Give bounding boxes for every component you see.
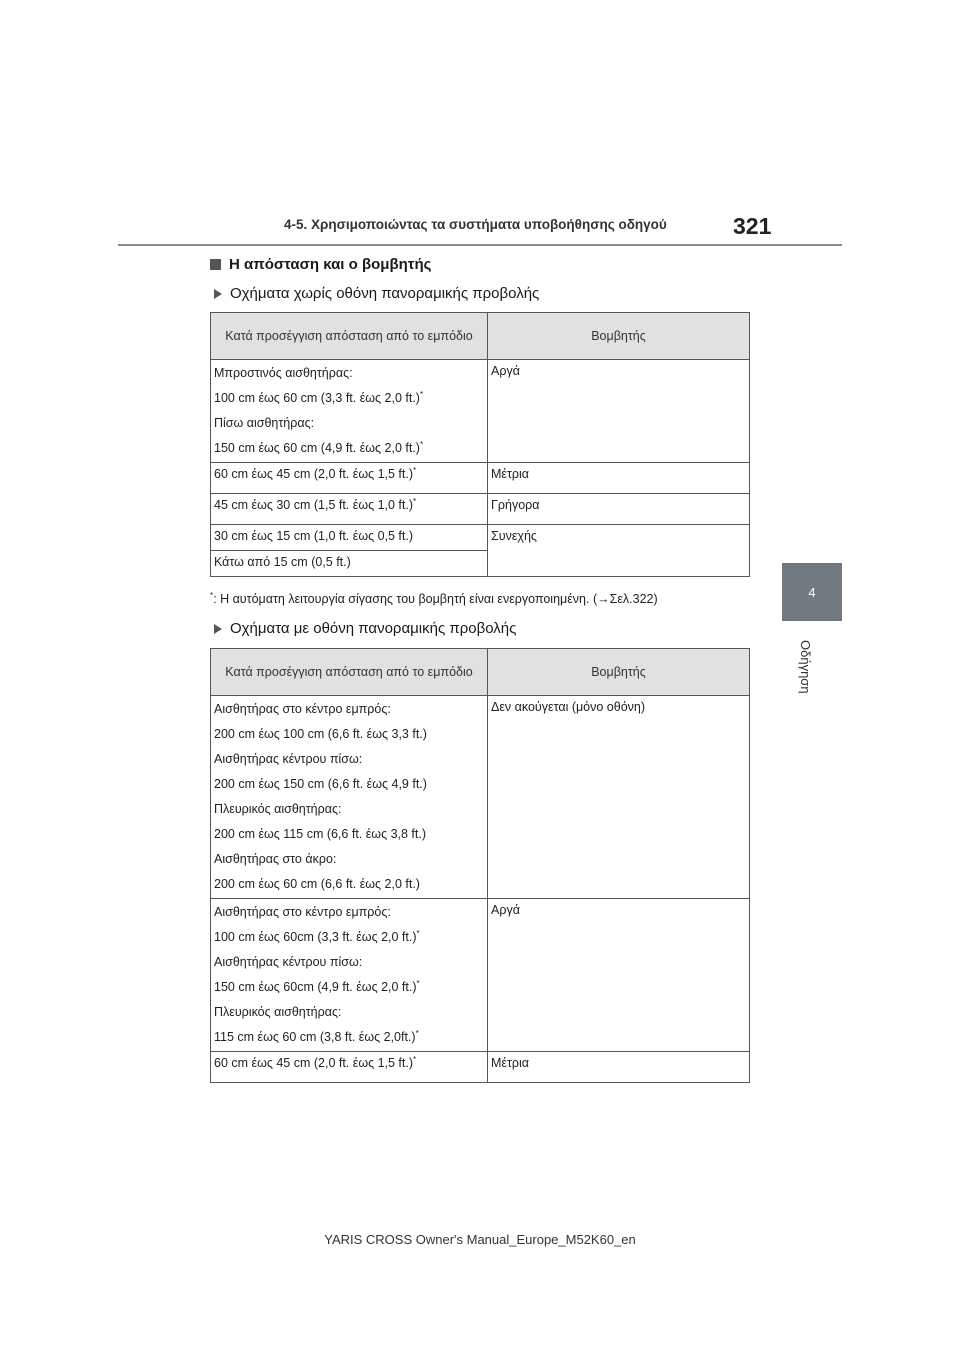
footnote-marker: * [210, 590, 214, 600]
buzzer-cell: Μέτρια [488, 463, 750, 494]
buzzer-cell: Αργά [488, 899, 750, 1052]
header-title: 4-5. Χρησιμοποιώντας τα συστήματα υποβοήθησης οδηγού [284, 217, 667, 232]
cell-line: Αισθητήρας κέντρου πίσω: [214, 752, 363, 766]
cell-line: 150 cm έως 60 cm (4,9 ft. έως 2,0 ft.)* [214, 439, 424, 455]
table-header-row [211, 313, 750, 360]
table-header-row [211, 649, 750, 696]
cell-line: Αισθητήρας στο κέντρο εμπρός: [214, 702, 391, 716]
distance-cell [211, 696, 488, 899]
subheading-no-panoramic [214, 285, 539, 302]
subheading-text: Οχήματα με οθόνη πανοραμικής προβολής [230, 620, 517, 637]
table-row [211, 1052, 750, 1083]
arrow-bullet-icon [214, 624, 222, 634]
header-divider [118, 244, 842, 246]
buzzer-table-panoramic [210, 648, 750, 1083]
cell-line: 100 cm έως 60 cm (3,3 ft. έως 2,0 ft.)* [214, 389, 424, 405]
col-header-distance: Κατά προσέγγιση απόσταση από το εμπόδιο [211, 313, 488, 360]
square-bullet-icon [210, 259, 221, 270]
col-header-distance: Κατά προσέγγιση απόσταση από το εμπόδιο [211, 649, 488, 696]
footnote [210, 592, 658, 606]
distance-cell: Κάτω από 15 cm (0,5 ft.) [211, 551, 488, 577]
footnote-text: : Η αυτόματη λειτουργία σίγασης του βομβητή είναι ενεργοποιημένη. (→Σελ.322) [213, 592, 658, 606]
chapter-tab[interactable] [782, 563, 842, 621]
cell-line: Αισθητήρας κέντρου πίσω: [214, 955, 363, 969]
distance-cell: 45 cm έως 30 cm (1,5 ft. έως 1,0 ft.)* [211, 494, 488, 525]
table-row [211, 525, 750, 551]
chapter-number: 4 [808, 584, 816, 600]
subheading-panoramic [214, 620, 516, 637]
chapter-label: Οδήγηση [798, 640, 813, 694]
col-header-buzzer: Βομβητής [488, 649, 750, 696]
cell-line: 200 cm έως 115 cm (6,6 ft. έως 3,8 ft.) [214, 827, 426, 841]
table-row [211, 696, 750, 899]
section-heading-text: Η απόσταση και ο βομβητής [229, 256, 432, 273]
buzzer-cell: Συνεχής [488, 525, 750, 577]
distance-cell: 60 cm έως 45 cm (2,0 ft. έως 1,5 ft.)* [211, 1052, 488, 1083]
buzzer-table-no-panoramic [210, 312, 750, 577]
table-row [211, 494, 750, 525]
page-number: 321 [733, 213, 772, 239]
distance-cell [211, 360, 488, 463]
cell-line: Αισθητήρας στο άκρο: [214, 852, 337, 866]
cell-line: 115 cm έως 60 cm (3,8 ft. έως 2,0ft.)* [214, 1028, 419, 1044]
subheading-text: Οχήματα χωρίς οθόνη πανοραμικής προβολής [230, 285, 540, 302]
section-heading [210, 256, 431, 273]
col-header-buzzer: Βομβητής [488, 313, 750, 360]
distance-cell: 30 cm έως 15 cm (1,0 ft. έως 0,5 ft.) [211, 525, 488, 551]
distance-cell: 60 cm έως 45 cm (2,0 ft. έως 1,5 ft.)* [211, 463, 488, 494]
buzzer-cell: Αργά [488, 360, 750, 463]
table-row [211, 899, 750, 1052]
cell-line: 200 cm έως 60 cm (6,6 ft. έως 2,0 ft.) [214, 877, 420, 891]
cell-line: 100 cm έως 60cm (3,3 ft. έως 2,0 ft.)* [214, 928, 420, 944]
cell-line: Πλευρικός αισθητήρας: [214, 802, 342, 816]
distance-cell [211, 899, 488, 1052]
cell-line: 150 cm έως 60cm (4,9 ft. έως 2,0 ft.)* [214, 978, 420, 994]
footer-text: YARIS CROSS Owner's Manual_Europe_M52K60_en [324, 1232, 636, 1247]
cell-line: Αισθητήρας στο κέντρο εμπρός: [214, 905, 391, 919]
cell-line: Πίσω αισθητήρας: [214, 416, 315, 430]
cell-line: 200 cm έως 150 cm (6,6 ft. έως 4,9 ft.) [214, 777, 427, 791]
cell-line: Πλευρικός αισθητήρας: [214, 1005, 342, 1019]
cell-line: 200 cm έως 100 cm (6,6 ft. έως 3,3 ft.) [214, 727, 427, 741]
buzzer-cell: Γρήγορα [488, 494, 750, 525]
buzzer-cell: Δεν ακούγεται (μόνο οθόνη) [488, 696, 750, 899]
table-row [211, 463, 750, 494]
cell-line: Μπροστινός αισθητήρας: [214, 366, 353, 380]
buzzer-cell: Μέτρια [488, 1052, 750, 1083]
arrow-bullet-icon [214, 289, 222, 299]
table-row [211, 360, 750, 463]
